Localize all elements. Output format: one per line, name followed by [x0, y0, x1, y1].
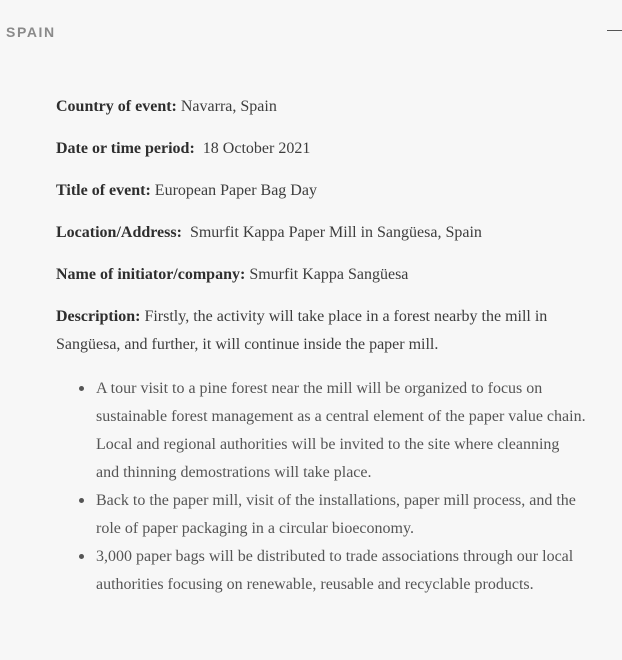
list-item: [96, 375, 586, 487]
accordion-header-spain[interactable]: [0, 0, 622, 62]
event-details: [56, 93, 586, 599]
location-label: Location/Address:: [56, 224, 182, 241]
country-field: [56, 93, 586, 121]
bullet-icon: [79, 554, 84, 559]
bullet-icon: [79, 498, 84, 503]
date-value: 18 October 2021: [202, 140, 311, 157]
country-value: Navarra, Spain: [180, 98, 277, 115]
date-label: Date or time period:: [56, 140, 195, 157]
description-field: [56, 303, 586, 359]
title-field: [56, 177, 586, 205]
location-value: Smurfit Kappa Paper Mill in Sangüesa, Spain: [189, 224, 482, 241]
activity-list: [56, 375, 586, 599]
initiator-field: [56, 261, 586, 289]
list-item-text: A tour visit to a pine forest near the mill will be organized to focus on sustainable forest management as a central element of the paper value chain. Local and regional authorities will be invited to the site where cleanning and thinning demostrations will take place.: [96, 380, 586, 481]
title-value: European Paper Bag Day: [154, 182, 317, 199]
list-item-text: Back to the paper mill, visit of the installations, paper mill process, and the role of paper packaging in a circular bioeconomy.: [96, 492, 576, 537]
date-field: [56, 135, 586, 163]
country-label: Country of event:: [56, 98, 177, 115]
description-label: Description:: [56, 308, 141, 325]
location-field: [56, 219, 586, 247]
list-item: [96, 487, 586, 543]
section-title: SPAIN: [6, 24, 56, 40]
list-item-text: 3,000 paper bags will be distributed to trade associations through our local authorities focusing on renewable, reusable and recyclable products.: [96, 548, 574, 593]
initiator-value: Smurfit Kappa Sangüesa: [249, 266, 409, 283]
bullet-icon: [79, 386, 84, 391]
initiator-label: Name of initiator/company:: [56, 266, 246, 283]
minus-icon[interactable]: [607, 30, 622, 31]
list-item: [96, 543, 586, 599]
description-value: Firstly, the activity will take place in a forest nearby the mill in Sangüesa, and further, it will continue inside the paper mill.: [56, 308, 548, 353]
title-label: Title of event:: [56, 182, 151, 199]
